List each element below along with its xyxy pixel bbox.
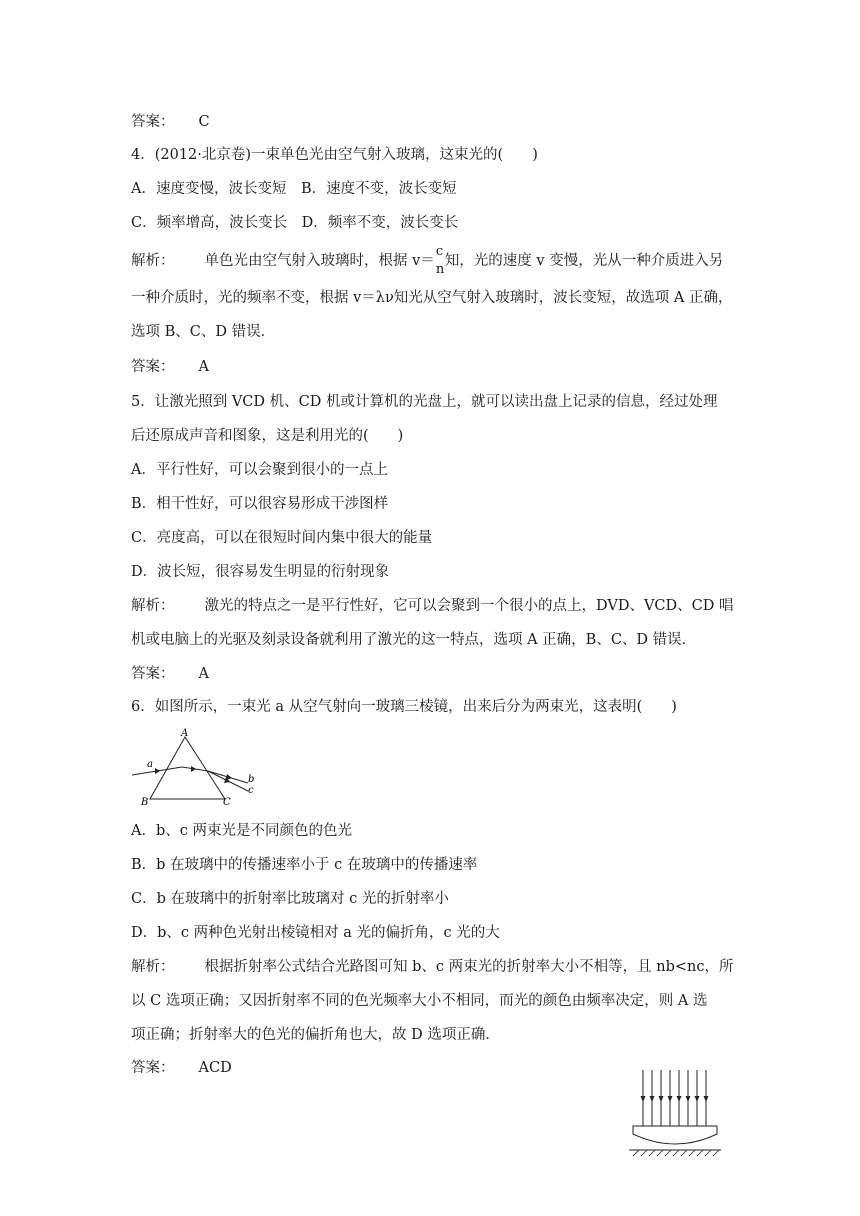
- q3-answer-line: [131, 112, 210, 132]
- label-b: b: [248, 774, 255, 785]
- arrow-head-inside: [191, 766, 196, 772]
- q5-stem-line-1: 5．让激光照到 VCD 机、CD 机或计算机的光盘上，就可以读出盘上记录的信息，经过处理: [131, 394, 718, 410]
- q5-analysis-line-2: 机或电脑上的光驱及刻录设备就利用了激光的这一特点，选项 A 正确，B、C、D 错误．: [131, 632, 697, 648]
- label-B: B: [141, 797, 149, 807]
- q6-answer: ACD: [198, 1060, 232, 1076]
- q6-analysis-line-3: 项正确；折射率大的色光的偏折角也大，故 D 选项正确．: [131, 1027, 500, 1043]
- q4-analysis-text-1b: 知，光的速度 v 变慢，光从一种介质进入另: [444, 253, 724, 269]
- analysis-label: 解析：: [131, 598, 175, 614]
- fraction-c-over-n: [435, 244, 445, 277]
- q6-stem: 6．如图所示，一束光 a 从空气射向一玻璃三棱镜，出来后分为两束光，这表明( ): [131, 699, 677, 715]
- arrow-head-a: [155, 768, 160, 774]
- fraction-denominator: n: [435, 262, 445, 277]
- q4-answer: A: [198, 359, 209, 375]
- answer-label: 答案：: [131, 114, 175, 130]
- label-c: c: [248, 785, 254, 796]
- q4-stem: 4．(2012·北京卷)一束单色光由空气射入玻璃，这束光的( ): [131, 147, 538, 163]
- q3-answer: C: [198, 114, 210, 130]
- q5-answer: A: [198, 666, 209, 682]
- label-a: a: [147, 759, 153, 770]
- q4-analysis-line-1: [131, 244, 724, 277]
- q4-options-cd: C．频率增高，波长变长 D．频率不变，波长变长: [131, 215, 459, 231]
- q4-analysis-line-2: 一种介质时，光的频率不变，根据 v＝λν知光从空气射入玻璃时，波长变短，故选项 A 正确，: [131, 290, 733, 306]
- q5-option-a: A．平行性好，可以会聚到很小的一点上: [131, 462, 388, 478]
- prism-figure: [130, 727, 260, 807]
- label-C: C: [223, 797, 231, 807]
- q4-analysis-text-1a: 单色光由空气射入玻璃时，根据 v＝: [204, 253, 435, 269]
- q6-analysis-line-1: [131, 957, 733, 977]
- answer-label: 答案：: [131, 1060, 175, 1076]
- ground-hatching: [633, 1150, 719, 1156]
- q5-option-d: D．波长短，很容易发生明显的衍射现象: [131, 564, 390, 580]
- fraction-numerator: c: [435, 244, 444, 259]
- q4-answer-line: [131, 357, 209, 377]
- answer-label: 答案：: [131, 666, 175, 682]
- q5-answer-line: [131, 664, 209, 684]
- q5-analysis-line-1: [131, 596, 734, 616]
- analysis-label: 解析：: [131, 253, 175, 269]
- q6-analysis-line-2: 以 C 选项正确；又因折射率不同的色光频率大小不相同，而光的颜色由频率决定，则 A 选: [131, 993, 708, 1009]
- q4-analysis-line-3: 选项 B、C、D 错误．: [131, 324, 276, 340]
- analysis-label: 解析：: [131, 959, 175, 975]
- q4-options-ab: A．速度变慢，波长变短 B．速度不变，波长变短: [131, 181, 457, 197]
- q6-option-a: A．b、c 两束光是不同颜色的色光: [131, 823, 352, 839]
- q6-option-c: C．b 在玻璃中的折射率比玻璃对 c 光的折射率小: [131, 891, 449, 907]
- q5-option-c: C．亮度高，可以在很短时间内集中很大的能量: [131, 530, 433, 546]
- q6-analysis-text-1: 根据折射率公式结合光路图可知 b、c 两束光的折射率大小不相等，且 nb<nc，所: [204, 959, 734, 975]
- q6-answer-line: [131, 1058, 232, 1078]
- answer-label: 答案：: [131, 359, 175, 375]
- lens-light-figure: [625, 1068, 725, 1163]
- q6-option-b: B．b 在玻璃中的传播速率小于 c 在玻璃中的传播速率: [131, 857, 478, 873]
- label-A: A: [181, 728, 189, 739]
- q5-option-b: B．相干性好，可以很容易形成干涉图样: [131, 496, 389, 512]
- q5-analysis-text-1: 激光的特点之一是平行性好，它可以会聚到一个很小的点上，DVD、VCD、CD 唱: [204, 598, 734, 614]
- q5-stem-line-2: 后还原成声音和图象，这是利用光的( ): [131, 428, 404, 444]
- lens-shape: [633, 1126, 717, 1144]
- q6-option-d: D．b、c 两种色光射出棱镜相对 a 光的偏折角，c 光的大: [131, 925, 500, 941]
